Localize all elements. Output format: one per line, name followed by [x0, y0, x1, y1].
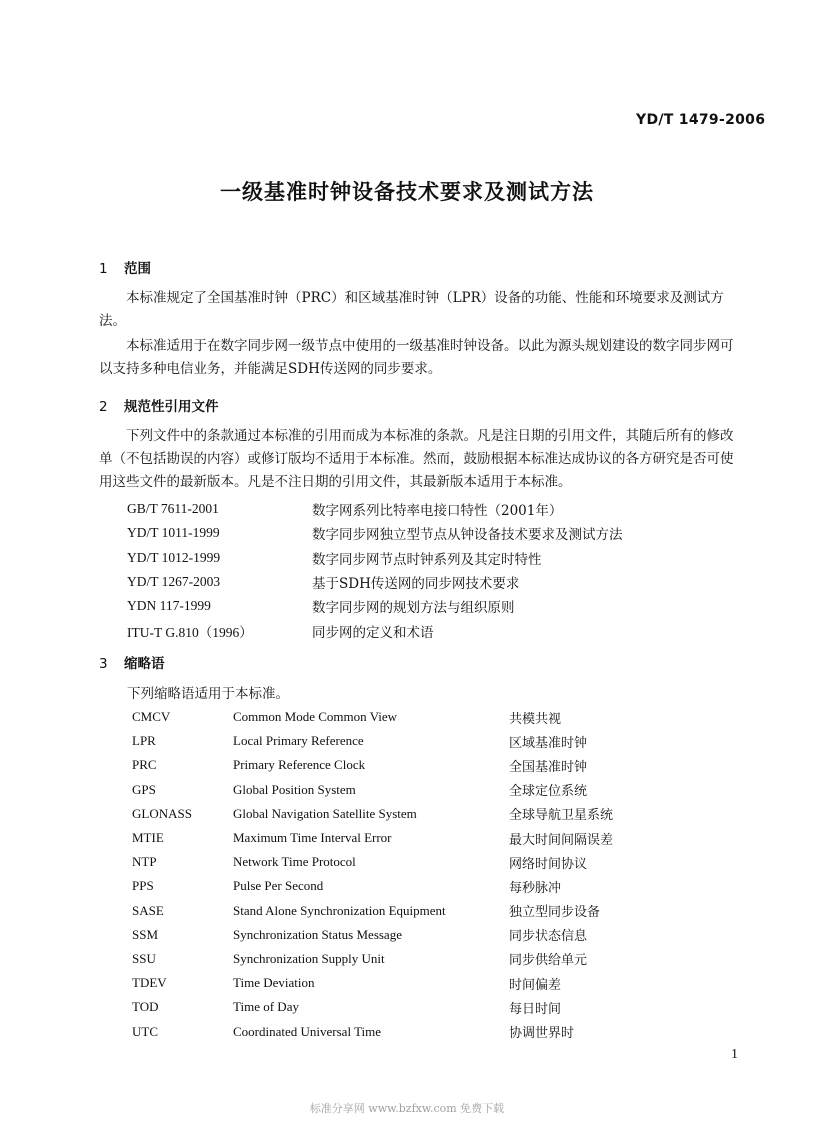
reference-row	[127, 594, 727, 618]
section-1-heading	[99, 257, 151, 277]
abbreviation-full: Synchronization Status Message	[233, 926, 402, 942]
abbreviation-code: PRC	[132, 757, 157, 773]
abbreviation-row	[127, 923, 687, 947]
abbreviations-intro: 下列缩略语适用于本标准。	[127, 686, 289, 702]
abbreviation-chinese: 协调世界时	[509, 1026, 575, 1042]
section-number: 2	[99, 399, 108, 415]
abbreviation-full: Network Time Protocol	[233, 854, 356, 870]
reference-code: YD/T 1267-2003	[127, 574, 221, 590]
abbreviation-row	[127, 826, 687, 850]
section-title: 范围	[124, 261, 151, 277]
abbreviation-code: SSU	[132, 950, 156, 966]
reference-title: 数字同步网独立型节点从钟设备技术要求及测试方法	[312, 527, 623, 544]
abbreviation-code: UTC	[132, 1023, 158, 1039]
abbreviation-full: Primary Reference Clock	[233, 757, 366, 773]
abbreviation-code: CMCV	[132, 709, 171, 725]
document-code: YD/T 1479-2006	[636, 112, 766, 128]
abbreviation-code: LPR	[132, 733, 156, 749]
reference-code: YDN 117-1999	[127, 598, 211, 614]
reference-code: GB/T 7611-2001	[127, 501, 219, 517]
abbreviation-full: Local Primary Reference	[233, 733, 364, 749]
abbreviation-chinese: 网络时间协议	[509, 856, 588, 872]
abbreviation-full: Coordinated Universal Time	[233, 1023, 382, 1039]
abbreviation-row	[127, 1019, 687, 1043]
abbreviation-row	[127, 874, 687, 898]
abbreviation-code: PPS	[132, 878, 154, 894]
reference-row	[127, 618, 727, 642]
abbreviation-row	[127, 802, 687, 826]
abbreviation-chinese: 最大时间间隔误差	[509, 832, 614, 848]
abbreviation-code: TDEV	[132, 975, 167, 991]
abbreviation-code: SASE	[132, 902, 164, 918]
section-number: 1	[99, 261, 108, 277]
abbreviation-row	[127, 705, 687, 729]
abbreviation-code: SSM	[132, 926, 159, 942]
abbreviation-full: Common Mode Common View	[233, 709, 398, 725]
abbreviation-chinese: 时间偏差	[509, 977, 562, 993]
abbreviation-full: Time of Day	[233, 999, 299, 1015]
abbreviation-chinese: 同步供给单元	[509, 953, 588, 969]
reference-code: YD/T 1011-1999	[127, 525, 220, 541]
page-number: 1	[731, 1047, 738, 1062]
reference-row	[127, 497, 727, 521]
reference-row	[127, 570, 727, 594]
abbreviation-chinese: 区域基准时钟	[509, 735, 588, 751]
reference-row	[127, 521, 727, 545]
abbreviation-code: MTIE	[132, 830, 164, 846]
abbreviation-full: Stand Alone Synchronization Equipment	[233, 902, 446, 918]
abbreviation-row	[127, 850, 687, 874]
abbreviation-full: Pulse Per Second	[233, 878, 324, 894]
abbreviation-chinese: 同步状态信息	[509, 929, 588, 945]
reference-row	[127, 546, 727, 570]
reference-code: ITU-T G.810（1996）	[127, 624, 253, 640]
section-1-paragraph-2: 本标准适用于在数字同步网一级节点中使用的一级基准时钟设备。以此为源头规划建设的数字同步网可以支持多种电信业务，并能满足SDH传送网的同步要求。	[99, 338, 734, 377]
abbreviation-row	[127, 947, 687, 971]
abbreviation-code: GLONASS	[132, 805, 192, 821]
abbreviation-code: TOD	[132, 999, 159, 1015]
reference-title: 数字网系列比特率电接口特性（2001年）	[312, 503, 563, 520]
abbreviation-row	[127, 995, 687, 1019]
abbreviation-chinese: 独立型同步设备	[509, 905, 601, 921]
abbreviation-row	[127, 753, 687, 777]
section-title: 规范性引用文件	[124, 399, 219, 415]
reference-title: 同步网的定义和术语	[312, 624, 434, 641]
abbreviation-chinese: 每秒脉冲	[509, 880, 562, 896]
abbreviation-chinese: 共模共视	[509, 711, 562, 727]
section-number: 3	[99, 656, 108, 672]
section-2-paragraph: 下列文件中的条款通过本标准的引用而成为本标准的条款。凡是注日期的引用文件，其随后所有的修改单（不包括勘误的内容）或修订版均不适用于本标准。然而，鼓励根据本标准达成协议的各方研究是否可使用这些文件的最新版本。凡是不注日期的引用文件，其最新版本适用于本标准。	[99, 428, 734, 490]
abbreviation-chinese: 全球定位系统	[509, 784, 588, 800]
abbreviation-full: Maximum Time Interval Error	[233, 830, 392, 846]
reference-list	[127, 497, 727, 643]
abbreviation-row	[127, 899, 687, 923]
document-title: 一级基准时钟设备技术要求及测试方法	[220, 180, 594, 204]
reference-title: 数字同步网的规划方法与组织原则	[312, 600, 515, 617]
abbreviation-chinese: 每日时间	[509, 1001, 562, 1017]
abbreviation-chinese: 全国基准时钟	[509, 759, 588, 775]
watermark-text: 标准分享网 www.bzfxw.com 免费下载	[309, 1102, 505, 1115]
abbreviation-chinese: 全球导航卫星系统	[509, 808, 614, 824]
abbreviation-full: Time Deviation	[233, 975, 315, 991]
abbreviation-list	[127, 705, 687, 1044]
abbreviation-row	[127, 778, 687, 802]
reference-title: 基于SDH传送网的同步网技术要求	[312, 576, 520, 593]
abbreviation-code: GPS	[132, 781, 156, 797]
section-3-heading	[99, 652, 165, 672]
reference-title: 数字同步网节点时钟系列及其定时特性	[312, 551, 542, 568]
section-2-heading	[99, 395, 219, 415]
section-1-paragraph-1: 本标准规定了全国基准时钟（PRC）和区域基准时钟（LPR）设备的功能、性能和环境要求及测试方法。	[99, 290, 724, 329]
abbreviation-row	[127, 729, 687, 753]
abbreviation-row	[127, 971, 687, 995]
abbreviation-code: NTP	[132, 854, 157, 870]
section-title: 缩略语	[124, 656, 165, 672]
abbreviation-full: Global Navigation Satellite System	[233, 805, 417, 821]
abbreviation-full: Global Position System	[233, 781, 356, 797]
reference-code: YD/T 1012-1999	[127, 549, 221, 565]
abbreviation-full: Synchronization Supply Unit	[233, 950, 385, 966]
